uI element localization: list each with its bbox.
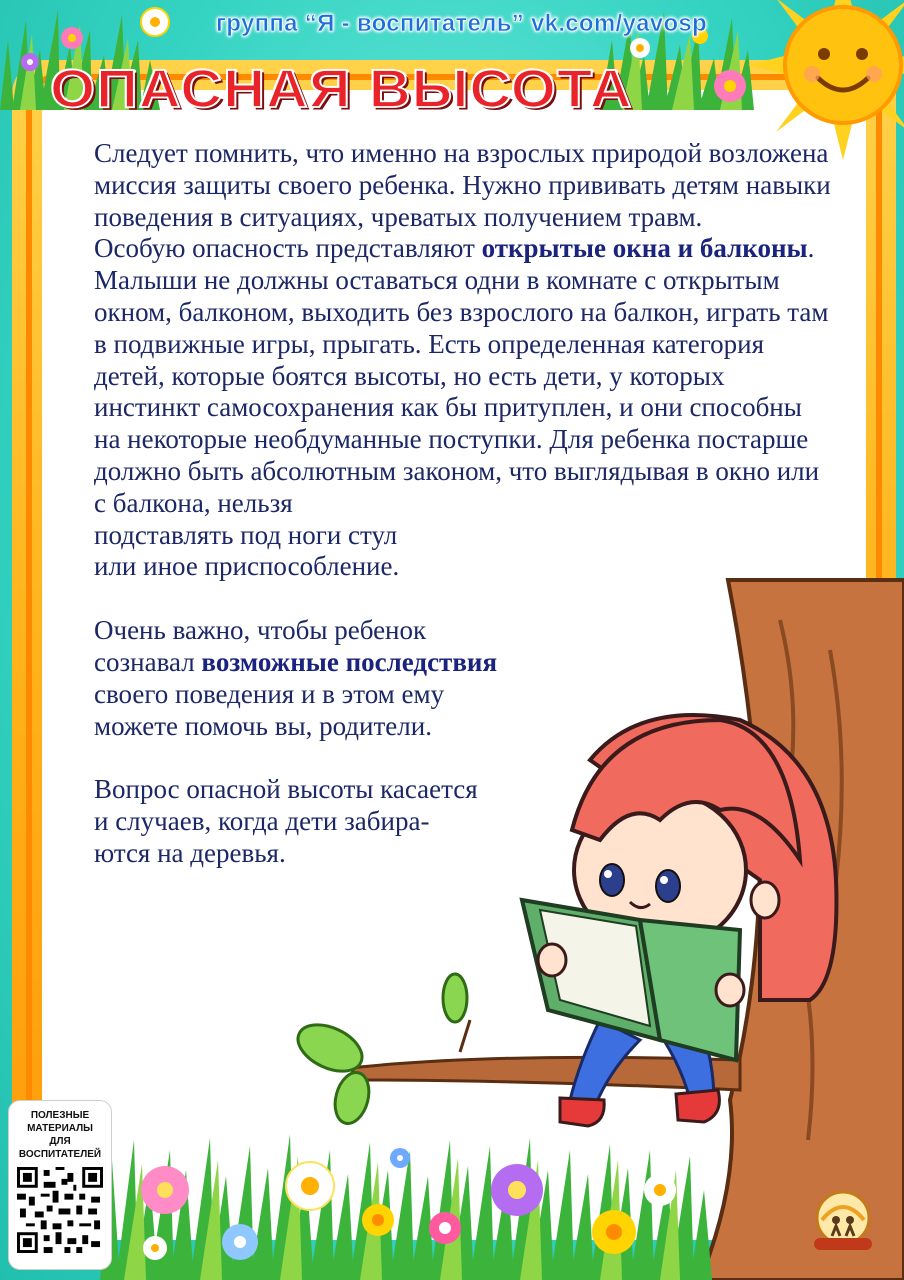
publisher-logo-icon <box>808 1186 878 1256</box>
paragraph-3-line-2 <box>94 647 834 679</box>
group-tag: группа “Я - воспитатель” vk.com/yavosp <box>216 10 708 37</box>
qr-label-line-2: МАТЕРИАЛЫ <box>27 1123 93 1134</box>
qr-label-line-4: ВОСПИТАТЕЛЕЙ <box>18 1149 102 1160</box>
paragraph-4-line-2: и случаев, когда дети забира- <box>94 806 430 837</box>
spacer <box>94 742 834 774</box>
grass-bottom-decoration <box>0 1120 904 1280</box>
page-title: ОПАСНАЯ ВЫСОТА <box>50 58 633 119</box>
highlight-consequences: возможные последствия <box>201 646 498 677</box>
paragraph-2-start: Особую опасность представляют <box>94 233 482 264</box>
qr-badge[interactable] <box>8 1100 112 1270</box>
paragraph-2-line-b: или иное приспособление. <box>94 551 400 582</box>
sun-icon <box>748 0 904 160</box>
paragraph-3-line-1: Очень важно, чтобы ребенок <box>94 615 427 646</box>
highlight-windows: открытые окна и балконы <box>481 233 808 264</box>
qr-code-icon[interactable] <box>17 1167 103 1253</box>
paragraph-1: Следует помнить, что именно на взрослых природой возложена миссия защиты своего ребенка. Нужно прививать детям навыки поведения в ситуациях, чреватых получением травм. <box>94 138 831 232</box>
spacer <box>94 583 834 615</box>
paragraph-3-line-4: можете помочь вы, родители. <box>94 710 432 741</box>
qr-label-line-3: ДЛЯ <box>49 1136 71 1147</box>
paragraph-3-line-3: своего поведения и в этом ему <box>94 678 445 709</box>
qr-label-line-1: ПОЛЕЗНЫЕ <box>30 1110 90 1121</box>
paragraph-2-rest: . Малыши не должны оставаться одни в комнате с открытым окном, балконом, выходить без взрослого на балкон, играть там в подвижные игры, прыгать. Есть определенная категория детей, которые боятся высоты, но есть дети, у которых инстинкт самосохранения как бы притуплен, и они способны на некоторые необдуманные поступки. Для ребенка постарше должно быть абсолютным законом, что выглядывая в окно или с балкона, нельзя <box>94 233 829 518</box>
paragraph-4-line-3: ются на деревья. <box>94 837 286 868</box>
paragraph-2 <box>94 233 834 519</box>
paragraph-4-line-1: Вопрос опасной высоты касается <box>94 774 478 805</box>
paragraph-2-line-a: подставлять под ноги стул <box>94 519 398 550</box>
article-body <box>94 138 834 870</box>
paragraph-3-line-2-start: сознавал <box>94 646 202 677</box>
